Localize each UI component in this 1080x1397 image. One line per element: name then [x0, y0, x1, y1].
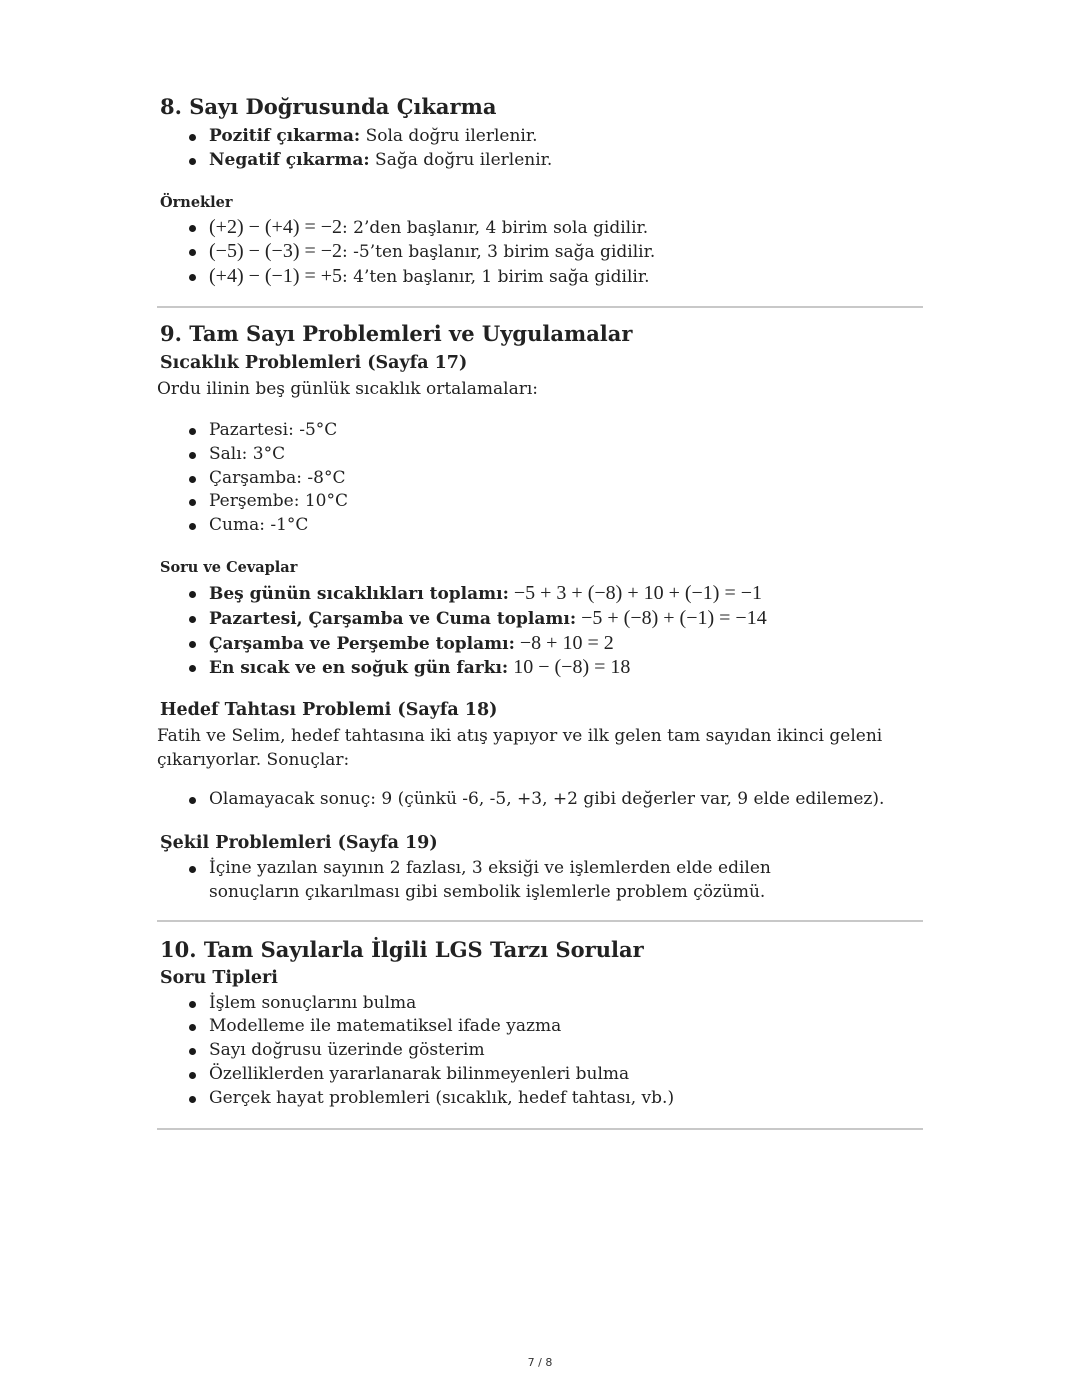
list-item: Cuma: -1°C	[209, 514, 923, 538]
bullet-label: Pozitif çıkarma:	[209, 126, 361, 146]
bullet-text: Sola doğru ilerlenir.	[360, 126, 538, 146]
shape-heading: Şekil Problemleri (Sayfa 19)	[160, 832, 438, 853]
section-9-title: 9. Tam Sayı Problemleri ve Uygulamalar	[160, 320, 633, 346]
qa-label: Çarşamba ve Perşembe toplamı:	[209, 633, 515, 654]
math-expression: (+2) − (+4) = −2	[209, 215, 343, 238]
math-expression: 10 − (−8) = 18	[508, 656, 631, 679]
examples-list	[157, 216, 923, 290]
target-intro: Fatih ve Selim, hedef tahtasına iki atış yapıyor ve ilk gelen tam sayıdan ikinci geleni çıkarıyorlar. Sonuçlar:	[157, 726, 883, 771]
list-item: Salı: 3°C	[209, 443, 923, 467]
qa-label: En sıcak ve en soğuk gün farkı:	[209, 658, 509, 679]
bullet-label: Negatif çıkarma:	[209, 149, 370, 170]
section-10-title: 10. Tam Sayılarla İlgili LGS Tarzı Sorular	[160, 936, 644, 962]
question-types-heading: Soru Tipleri	[160, 967, 278, 988]
list-item	[209, 582, 923, 607]
qa-heading: Soru ve Cevaplar	[160, 558, 298, 576]
target-list	[157, 788, 923, 812]
math-expression: (−5) − (−3) = −2	[209, 240, 343, 263]
list-item: Modelleme ile matematiksel ifade yazma	[209, 1015, 923, 1039]
math-expression: −5 + (−8) + (−1) = −14	[576, 606, 767, 629]
shape-list	[157, 857, 923, 905]
section-8-title: 8. Sayı Doğrusunda Çıkarma	[160, 94, 497, 119]
list-item: Pazartesi: -5°C	[209, 419, 923, 443]
list-item: Olamayacak sonuç: 9 (çünkü -6, -5, +3, +2 gibi değerler var, 9 elde edilemez).	[209, 788, 923, 812]
list-item: Özelliklerden yararlanarak bilinmeyenleri bulma	[209, 1063, 923, 1087]
list-item	[209, 149, 923, 173]
qa-label: Beş günün sıcaklıkları toplamı:	[209, 583, 509, 604]
temperature-list	[157, 419, 923, 538]
section-divider	[157, 920, 923, 922]
section-divider	[157, 1128, 923, 1130]
list-item	[209, 656, 923, 681]
question-types-list	[157, 992, 923, 1111]
list-item: İçine yazılan sayının 2 fazlası, 3 eksiği ve işlemlerden elde edilen sonuçların çıkarılması gibi sembolik işlemlerle problem çözümü.	[209, 857, 923, 905]
list-item	[209, 125, 923, 149]
list-item: Perşembe: 10°C	[209, 490, 923, 514]
list-item	[209, 632, 923, 657]
math-expression: −5 + 3 + (−8) + 10 + (−1) = −1	[508, 581, 763, 604]
document-page	[157, 92, 923, 1130]
list-item	[209, 216, 923, 241]
list-item: Çarşamba: -8°C	[209, 467, 923, 491]
math-expression: (+4) − (−1) = +5	[209, 265, 343, 288]
section-divider	[157, 306, 923, 308]
math-expression: −8 + 10 = 2	[514, 631, 614, 654]
bullet-text: Sağa doğru ilerlenir.	[369, 149, 553, 170]
temperature-intro: Ordu ilinin beş günlük sıcaklık ortalamaları:	[157, 378, 539, 399]
examples-heading: Örnekler	[160, 193, 233, 211]
list-item: Gerçek hayat problemleri (sıcaklık, hedef tahtası, vb.)	[209, 1087, 923, 1111]
list-item	[209, 240, 923, 265]
example-text: : -5’ten başlanır, 3 birim sağa gidilir.	[342, 242, 656, 263]
list-item	[209, 607, 923, 632]
example-text: : 4’ten başlanır, 1 birim sağa gidilir.	[342, 267, 650, 288]
list-item: Sayı doğrusu üzerinde gösterim	[209, 1039, 923, 1063]
example-text: : 2’den başlanır, 4 birim sola gidilir.	[342, 217, 649, 238]
section-8-bullets	[157, 125, 923, 173]
list-item	[209, 265, 923, 290]
target-heading: Hedef Tahtası Problemi (Sayfa 18)	[160, 700, 498, 721]
page-number: 7 / 8	[527, 1356, 553, 1369]
qa-list	[157, 582, 923, 681]
list-item: İşlem sonuçlarını bulma	[209, 992, 923, 1016]
qa-label: Pazartesi, Çarşamba ve Cuma toplamı:	[209, 608, 577, 629]
temperature-heading: Sıcaklık Problemleri (Sayfa 17)	[160, 352, 468, 373]
